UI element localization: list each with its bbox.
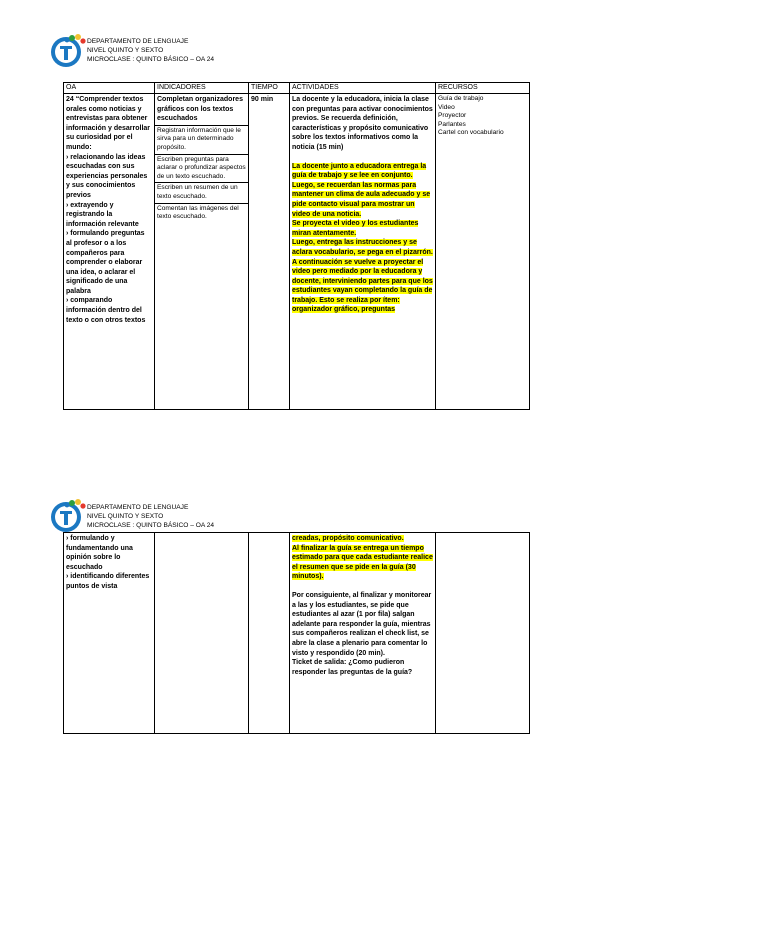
table-row bbox=[64, 94, 530, 410]
indicators-cell bbox=[155, 94, 249, 410]
indicator-item: Comentan las imágenes del texto escuchado. bbox=[157, 204, 239, 221]
resources-cell bbox=[436, 533, 530, 734]
level-title: NIVEL QUINTO Y SEXTO bbox=[87, 513, 164, 520]
activities-cell bbox=[290, 533, 436, 734]
microclase-title: MICROCLASE : QUINTO BÁSICO – OA 24 bbox=[87, 56, 215, 63]
school-logo bbox=[48, 497, 88, 533]
activity-intro: La docente y la educadora, inicia la clase con preguntas para activar conocimientos previos. Se recuerda definición, características y propósito comunicativo sobre los textos informativos como la noticia (15 min) bbox=[292, 96, 433, 151]
activity-text: Ticket de salida: ¿Como pudieron responder las preguntas de la guía? bbox=[292, 659, 413, 676]
activities-cell bbox=[290, 94, 436, 410]
activity-highlight: creadas, propósito comunicativo. bbox=[292, 535, 404, 542]
oa-item: › comparando información dentro del texto o con otros textos bbox=[66, 297, 146, 324]
resource-item: Guía de trabajo bbox=[438, 95, 484, 102]
indicator-item: Registran información que le sirva para un determinado propósito. bbox=[155, 126, 248, 155]
activity-highlight: Al finalizar la guía se entrega un tiempo estimado para que cada estudiante realice el resumen que se pide en la guía (30 minutos). bbox=[292, 544, 433, 581]
oa-item: › formulando y fundamentando una opinión sobre lo escuchado bbox=[66, 535, 133, 571]
col-tiempo: TIEMPO bbox=[249, 83, 290, 94]
department-title: DEPARTAMENTO DE LENGUAJE bbox=[87, 38, 189, 45]
table-header-row bbox=[64, 83, 530, 94]
resource-item: Video bbox=[438, 103, 455, 111]
resource-item: Cartel con vocabulario bbox=[438, 129, 504, 137]
oa-item: › identificando diferentes puntos de vista bbox=[66, 573, 150, 590]
microclase-title: MICROCLASE : QUINTO BÁSICO – OA 24 bbox=[87, 522, 215, 529]
oa-cell bbox=[64, 533, 155, 734]
page-header bbox=[87, 503, 214, 530]
activity-highlight: La docente junto a educadora entrega la guía de trabajo y se lee en conjunto. bbox=[292, 162, 427, 180]
table-row bbox=[64, 533, 530, 734]
lesson-table-page2 bbox=[63, 532, 530, 734]
department-title: DEPARTAMENTO DE LENGUAJE bbox=[87, 504, 189, 511]
col-indicadores: INDICADORES bbox=[155, 83, 249, 94]
activity-highlight: Luego, entrega las instrucciones y se aclara vocabulario, se pega en el pizarrón. bbox=[292, 239, 433, 256]
level-title: NIVEL QUINTO Y SEXTO bbox=[87, 47, 164, 54]
oa-item: › relacionando las ideas escuchadas con sus experiencias personales y sus conocimientos previos bbox=[66, 153, 148, 199]
oa-cell bbox=[64, 94, 155, 410]
activity-highlight: Se proyecta el video y los estudiantes miran atentamente. bbox=[292, 220, 419, 237]
indicator-item: Escriben preguntas para aclarar o profundizar aspectos de un texto escuchado. bbox=[155, 155, 248, 184]
indicator-item: Escriben un resumen de un texto escuchado. bbox=[155, 183, 248, 203]
indicator-item: Completan organizadores gráficos con los textos escuchados bbox=[155, 94, 248, 126]
time-cell bbox=[249, 533, 290, 734]
time-cell: 90 min bbox=[249, 94, 290, 410]
resources-cell bbox=[436, 94, 530, 410]
col-actividades: ACTIVIDADES bbox=[290, 83, 436, 94]
page-header bbox=[87, 37, 214, 64]
activity-text: Por consiguiente, al finalizar y monitorear a las y los estudiantes, se pide que estudiantes al azar (1 por fila) salgan adelante para responder la guía, mientras sus compañeros realizan el check list, se abre la clase a plenario para comentar lo visto y respondido (20 min). bbox=[292, 591, 432, 657]
col-recursos: RECURSOS bbox=[436, 83, 530, 94]
school-logo bbox=[48, 32, 88, 68]
indicators-cell bbox=[155, 533, 249, 734]
oa-item: › extrayendo y registrando la información relevante bbox=[66, 201, 139, 228]
activity-highlight: Luego, se recuerdan las normas para mantener un clima de aula adecuado y se pide contacto visual para mostrar un video de una noticia. bbox=[292, 181, 431, 218]
resource-item: Parlantes bbox=[438, 120, 466, 128]
activity-highlight: A continuación se vuelve a proyectar el video pero mediado por la educadora y docente, interviniendo partes para que los estudiantes vayan completando la guía de trabajo. Esto se realiza por ítem: organizador gráfico, preguntas bbox=[292, 258, 433, 314]
oa-item: › formulando preguntas al profesor o a los compañeros para comprender o elaborar una idea, o aclarar el significado de una palabra bbox=[66, 230, 145, 295]
col-oa: OA bbox=[64, 83, 155, 94]
oa-text: 24 “Comprender textos orales como noticias y entrevistas para obtener información y desarrollar su curiosidad por el mundo: bbox=[66, 96, 151, 151]
resource-item: Proyector bbox=[438, 112, 467, 120]
lesson-table-page1 bbox=[63, 82, 530, 410]
